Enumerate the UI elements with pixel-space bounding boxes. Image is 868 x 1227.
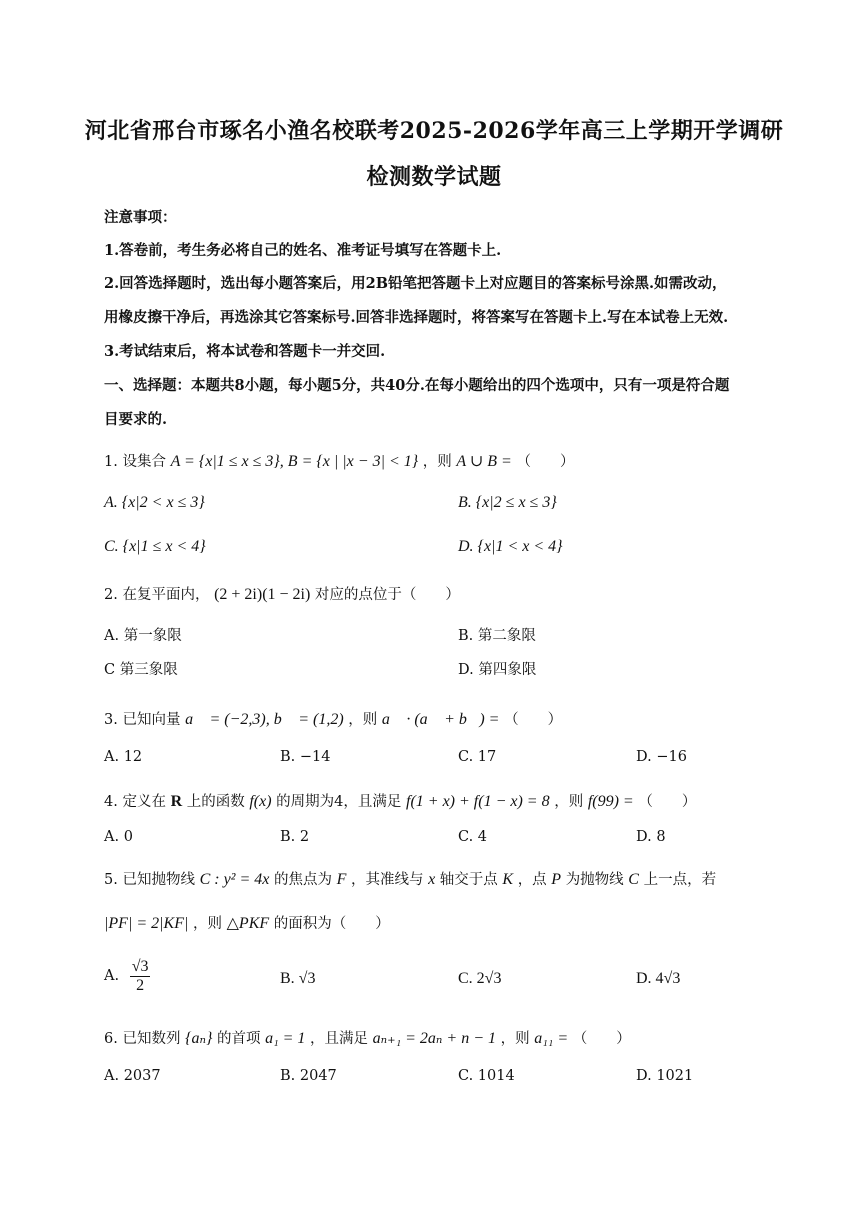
- q6-stem-post: （ ）: [572, 1031, 631, 1047]
- q3-option-c: C. 17: [458, 749, 497, 765]
- q6-math-recurrence: aₙ₊₁ = 2aₙ + n − 1: [372, 1030, 497, 1047]
- q2-option-a: A. 第一象限: [104, 628, 182, 644]
- q6-stem-a: 的首项: [216, 1031, 261, 1047]
- q6-stem-pre: 6. 已知数列: [104, 1031, 181, 1047]
- q5-stem-a: 的焦点为: [273, 872, 332, 888]
- q5-math-pf: |PF| = 2|KF|: [104, 915, 189, 932]
- q5-line2-mid: ，则: [193, 916, 222, 932]
- note-3: 3.考试结束后，将本试卷和答题卡一并交回.: [104, 343, 386, 360]
- q5-stem-c: 轴交于点: [439, 872, 498, 888]
- q5-option-c: C. 2√3: [458, 970, 502, 987]
- question-2: [104, 583, 460, 604]
- q5-math-c: C: [628, 871, 639, 888]
- q3-stem-post: （ ）: [504, 712, 563, 728]
- q1-stem-mid: ，则: [422, 454, 452, 470]
- note-1: 1.答卷前，考生务必将自己的姓名、准考证号填写在答题卡上.: [104, 242, 502, 259]
- q6-math-a11: a₁₁ =: [534, 1030, 569, 1047]
- section-heading-line-2: 目要求的.: [104, 411, 168, 428]
- q6-math-a1: a₁ = 1: [265, 1030, 306, 1047]
- q1-option-d: D. {x|1 < x < 4}: [458, 538, 563, 555]
- q5-line2-post: 的面积为（ ）: [273, 916, 390, 932]
- question-1: [104, 450, 574, 471]
- q4-option-a: A. 0: [104, 829, 133, 845]
- q5-stem-b: ，其准线与: [350, 872, 424, 888]
- q6-stem-b: ，且满足: [310, 1031, 369, 1047]
- q1-stem-post: （ ）: [516, 454, 575, 470]
- section-heading-line-1: 一、选择题：本题共8小题，每小题5分，共40分.在每小题给出的四个选项中，只有一项是符合题: [104, 377, 730, 394]
- q4-option-c: C. 4: [458, 829, 488, 845]
- q2-option-b: B. 第二象限: [458, 628, 536, 644]
- note-2a: 2.回答选择题时，选出每小题答案后，用2B铅笔把答题卡上对应题目的答案标号涂黑.如需改动，: [104, 275, 727, 292]
- q1-option-a: A. {x|2 < x ≤ 3}: [104, 494, 205, 511]
- q5-option-a-numerator: √3: [131, 958, 149, 975]
- q2-stem-pre: 2. 在复平面内，: [104, 587, 210, 603]
- q4-stem-b: 的周期为4，且满足: [276, 794, 402, 810]
- q4-stem-a: 上的函数: [186, 794, 245, 810]
- q4-math-f99: f(99) =: [587, 793, 634, 810]
- q2-stem-post: 对应的点位于（ ）: [314, 587, 460, 603]
- exam-title-line-2: 检测数学试题: [366, 164, 502, 190]
- note-2b: 用橡皮擦干净后，再选涂其它答案标号.回答非选择题时，将答案写在答题卡上.写在本试卷上无效.: [104, 309, 729, 326]
- question-5-line-2: [104, 912, 390, 933]
- q6-stem-c: ，则: [500, 1031, 530, 1047]
- q2-math: (2 + 2i)(1 − 2i): [214, 586, 311, 603]
- q5-option-b: B. √3: [280, 970, 316, 987]
- question-6: [104, 1027, 631, 1048]
- q3-math-dot: a⃗ · (a⃗ + b⃗) =: [381, 711, 500, 728]
- q4-math-condition: f(1 + x) + f(1 − x) = 8: [406, 793, 550, 810]
- question-3: [104, 708, 562, 729]
- q5-math-k: K: [502, 871, 514, 888]
- q4-option-b: B. 2: [280, 829, 310, 845]
- q2-option-c: C 第三象限: [104, 662, 178, 678]
- q3-math-vectors: a⃗ = (−2,3), b⃗ = (1,2): [185, 711, 344, 728]
- q4-stem-post: （ ）: [638, 794, 697, 810]
- q5-math-parabola: C : y² = 4x: [199, 871, 270, 888]
- q5-stem-pre: 5. 已知抛物线: [104, 872, 195, 888]
- q4-stem-pre: 4. 定义在: [104, 794, 166, 810]
- q5-option-a: [104, 958, 150, 994]
- q1-option-c: C. {x|1 ≤ x < 4}: [104, 538, 206, 555]
- q5-math-triangle: △PKF: [226, 915, 270, 932]
- q3-option-b: B. −14: [280, 749, 331, 765]
- q1-stem-pre: 1. 设集合: [104, 454, 166, 470]
- q2-option-d: D. 第四象限: [458, 662, 537, 678]
- q5-math-p: P: [551, 871, 562, 888]
- q4-option-d: D. 8: [636, 829, 666, 845]
- q6-option-d: D. 1021: [636, 1068, 694, 1084]
- q5-math-x: x: [428, 871, 436, 888]
- exam-title-line-1: 河北省邢台市琢名小渔名校联考2025-2026学年高三上学期开学调研: [84, 118, 784, 144]
- q5-option-a-denominator: 2: [136, 976, 145, 994]
- q1-math-sets: A = {x|1 ≤ x ≤ 3}, B = {x | |x − 3| < 1}: [170, 453, 419, 470]
- q1-option-b: B. {x|2 ≤ x ≤ 3}: [458, 494, 557, 511]
- q5-stem-e: 为抛物线: [565, 872, 624, 888]
- q6-math-sequence: {aₙ}: [185, 1030, 213, 1047]
- q6-option-a: A. 2037: [104, 1068, 161, 1084]
- q5-stem-d: ，点: [517, 872, 547, 888]
- q5-option-d: D. 4√3: [636, 970, 681, 987]
- q3-option-a: A. 12: [104, 749, 143, 765]
- q5-option-a-label: A.: [104, 968, 120, 985]
- q3-stem-mid: ，则: [348, 712, 378, 728]
- q1-math-union: A ∪ B =: [456, 453, 512, 470]
- q5-math-f: F: [336, 871, 347, 888]
- notes-heading: 注意事项：: [104, 209, 177, 226]
- q4-stem-c: ，则: [554, 794, 584, 810]
- q6-option-b: B. 2047: [280, 1068, 337, 1084]
- question-4: [104, 790, 696, 811]
- q6-option-c: C. 1014: [458, 1068, 515, 1084]
- q5-stem-f: 上一点，若: [643, 872, 717, 888]
- q3-stem-pre: 3. 已知向量: [104, 712, 181, 728]
- q4-math-f: f(x): [249, 793, 272, 810]
- q4-real-set: R: [170, 793, 183, 810]
- question-5: [104, 868, 716, 889]
- q3-option-d: D. −16: [636, 749, 687, 765]
